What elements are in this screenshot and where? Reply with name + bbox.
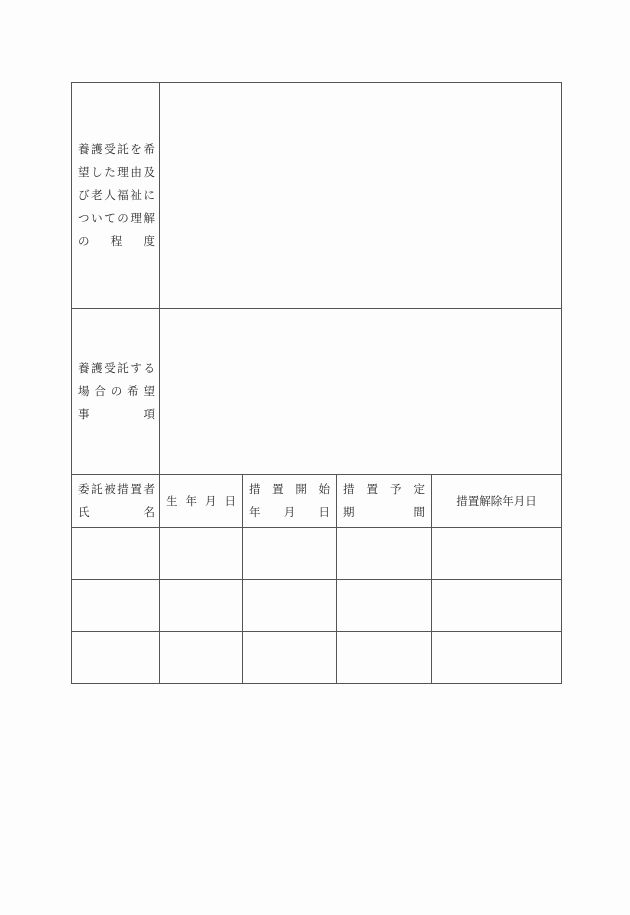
header-planned-period — [337, 475, 432, 528]
cell-birthdate[interactable] — [160, 580, 243, 632]
cell-planned-period[interactable] — [337, 580, 432, 632]
cell-start-date[interactable] — [243, 528, 337, 580]
label-line: 生 年 月 日 — [166, 493, 236, 508]
label-line: 場 合 の 希 望 — [78, 384, 155, 398]
cell-release-date[interactable] — [432, 580, 562, 632]
cell-planned-period[interactable] — [337, 632, 432, 684]
cell-planned-period[interactable] — [337, 528, 432, 580]
header-row — [72, 475, 562, 528]
reason-field[interactable] — [160, 83, 562, 309]
header-name — [72, 475, 160, 528]
cell-name[interactable] — [72, 580, 160, 632]
cell-birthdate[interactable] — [160, 632, 243, 684]
label-line: 委 託 被 措 置 者 — [78, 482, 155, 496]
header-birthdate — [160, 475, 243, 528]
cell-name[interactable] — [72, 528, 160, 580]
label-line: つ い て の 理 解 — [78, 211, 155, 225]
header-release-date: 措置解除年月日 — [432, 475, 562, 528]
wishes-label — [72, 309, 160, 475]
reason-label — [72, 83, 160, 309]
label-line: 養 護 受 託 す る — [78, 361, 155, 375]
label-line: 年 月 日 — [249, 505, 330, 519]
table-row — [72, 580, 562, 632]
label-line: 事 項 — [78, 407, 155, 421]
consignment-form-table — [71, 82, 562, 684]
header-start-date — [243, 475, 337, 528]
label-line: 措 置 開 始 — [249, 482, 330, 496]
cell-release-date[interactable] — [432, 632, 562, 684]
label-line: 養 護 受 託 を 希 — [78, 142, 155, 156]
label-line: 望 し た 理 由 及 — [78, 165, 155, 179]
cell-start-date[interactable] — [243, 580, 337, 632]
wishes-row — [72, 309, 562, 475]
cell-birthdate[interactable] — [160, 528, 243, 580]
label-line: 氏 名 — [78, 505, 155, 519]
label-line: の 程 度 — [78, 234, 155, 248]
label-line: 期 間 — [343, 505, 425, 519]
table-row — [72, 528, 562, 580]
reason-row — [72, 83, 562, 309]
table-row — [72, 632, 562, 684]
wishes-field[interactable] — [160, 309, 562, 475]
cell-start-date[interactable] — [243, 632, 337, 684]
label-line: 措 置 予 定 — [343, 482, 425, 496]
cell-name[interactable] — [72, 632, 160, 684]
label-line: び 老 人 福 祉 に — [78, 188, 155, 202]
cell-release-date[interactable] — [432, 528, 562, 580]
